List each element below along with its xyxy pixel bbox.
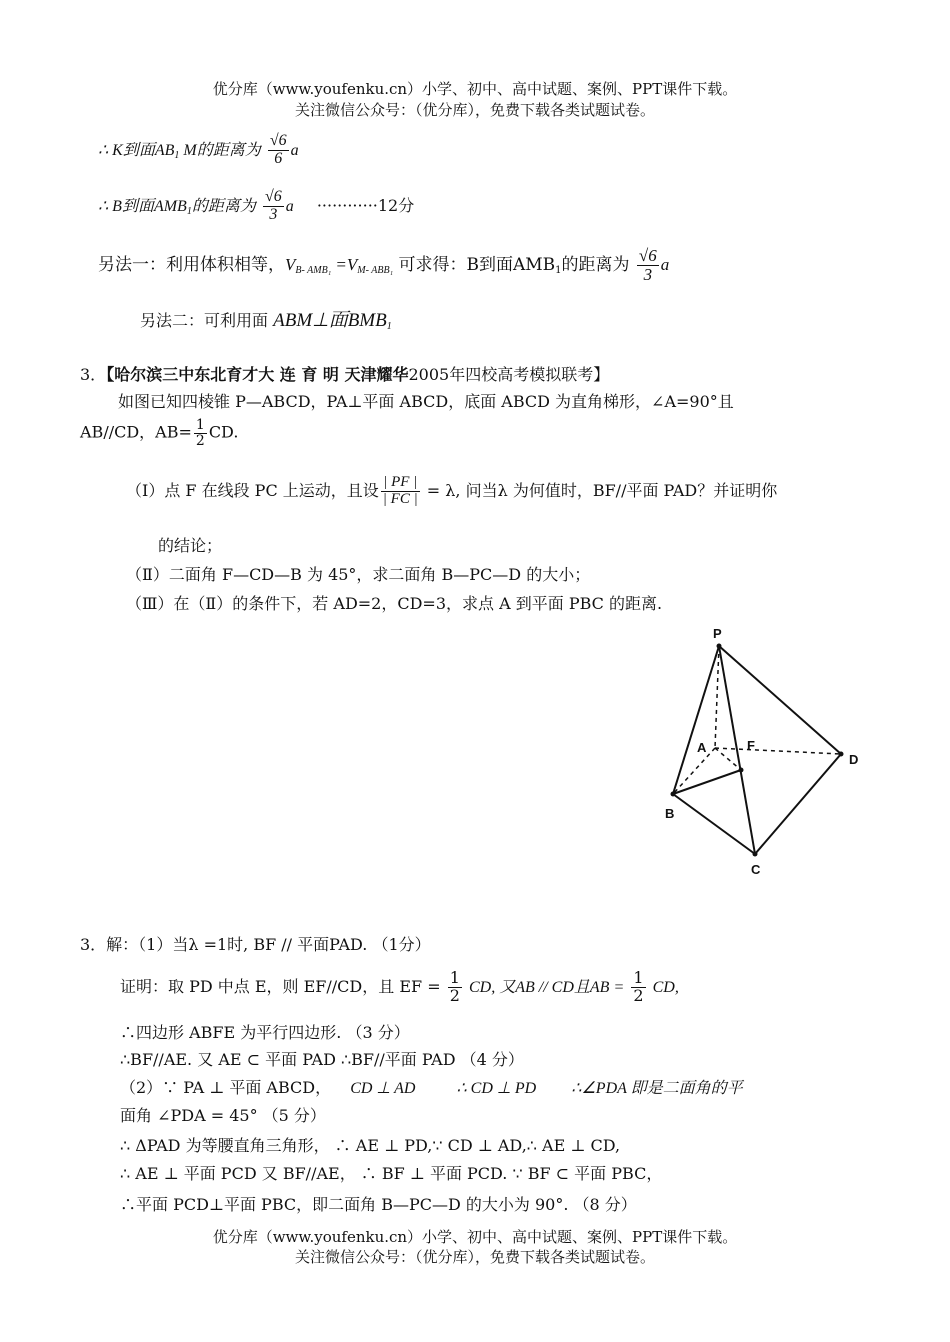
label-B: B xyxy=(665,806,675,821)
label-F: F xyxy=(747,738,755,753)
question-3: （Ⅲ）在（Ⅱ）的条件下，若 AD=2，CD=3，求点 A 到平面 PBC 的距离. xyxy=(126,594,663,613)
solution-1: 3．解：（1）当λ =1时, BF // 平面PAD. （1分） xyxy=(80,935,431,954)
edge-CD xyxy=(755,754,841,854)
label-C: C xyxy=(751,862,761,877)
b-distance-line: ∴ B到面$AMB_1$的距离为 $\frac{√6}{3}$ a ············12分 xyxy=(98,188,415,223)
solution-8: ∴ AE ⊥ 平面 PCD 又 BF//AE， ∴ BF ⊥ 平面 PCD. ∵ BF ⊂ 平面 PBC， xyxy=(120,1164,663,1183)
question-1: （I）点 F 在线段 PC 上运动，且设 $\frac{| PF |}{| FC |}$ = λ, 问当λ 为何值时，BF//平面 PAD？并证明你 xyxy=(126,474,778,507)
edge-PD xyxy=(719,646,841,754)
label-D: D xyxy=(849,752,859,767)
pyramid-figure xyxy=(655,618,875,888)
solution-4: ∴BF//AE. 又 AE ⊂ 平面 PAD ∴BF//平面 PAD （4 分） xyxy=(120,1050,524,1069)
solution-7: ∴ ΔPAD 为等腰直角三角形， ∴ AE ⊥ PD,∵ CD ⊥ AD,∴ AE ⊥ CD, xyxy=(120,1136,621,1155)
solution-3: ∴四边形 ABFE 为平行四边形. （3 分） xyxy=(120,1023,410,1042)
problem-stem-2: AB//CD，AB= $\frac{1}{2}$ CD. xyxy=(80,417,239,449)
label-A: A xyxy=(697,740,707,755)
edge-PA xyxy=(715,646,719,748)
solution-2: 证明：取 PD 中点 E，则 EF//CD，且 EF = $\frac{1}{2}$ CD, 又AB // CD且AB = $\frac{1}{2}$ CD, xyxy=(120,968,679,1005)
k-distance-line: ∴ K到面$AB_1$ M的距离为 $\frac{√6}{6}$ a xyxy=(98,132,299,167)
problem-stem-1: 如图已知四棱锥 P—ABCD，PA⊥平面 ABCD，底面 ABCD 为直角梯形，∠A=90°且 xyxy=(118,392,734,411)
header-line-1: 优分库（www.youfenku.cn）小学、初中、高中试题、案例、PPT课件下载。 xyxy=(212,80,738,98)
edge-AD xyxy=(715,748,841,754)
footer-line-1: 优分库（www.youfenku.cn）小学、初中、高中试题、案例、PPT课件下载。 xyxy=(212,1228,738,1246)
alt-method-2: 另法二：可利用面 ABM⊥面$BMB_1$ xyxy=(140,310,392,332)
solution-9: ∴平面 PCD⊥平面 PBC，即二面角 B—PC—D 的大小为 90°. （8 分） xyxy=(120,1195,637,1214)
edge-BC xyxy=(673,794,755,854)
solution-6: 面角 ∠PDA = 45° （5 分） xyxy=(120,1106,326,1125)
problem-source: 3．【哈尔滨三中东北育才大 连 育 明 天津耀华2005年四校高考模拟联考】 xyxy=(80,365,610,384)
header-line-2: 关注微信公众号：（优分库），免费下载各类试题试卷。 xyxy=(294,101,655,119)
edge-PB xyxy=(673,646,719,794)
alt-method-1: 另法一：利用体积相等，$V_{B- AMB_1} =V_{M- ABB_1}$ 可求得：B到面$AMB_1$的距离为 $\frac{√6}{3}$ a xyxy=(98,246,670,284)
question-1-cont: 的结论； xyxy=(158,536,223,555)
footer-line-2: 关注微信公众号：（优分库），免费下载各类试题试卷。 xyxy=(294,1248,655,1266)
label-P: P xyxy=(713,626,722,641)
solution-5: （2）∵ PA ⊥ 平面 ABCD， CD ⊥ AD ∴ CD ⊥ PD ∴∠PDA 即是二面角的平 xyxy=(120,1078,743,1097)
question-2: （Ⅱ）二面角 F—CD—B 为 45°，求二面角 B—PC—D 的大小； xyxy=(126,565,591,584)
segment-BF xyxy=(673,770,741,794)
